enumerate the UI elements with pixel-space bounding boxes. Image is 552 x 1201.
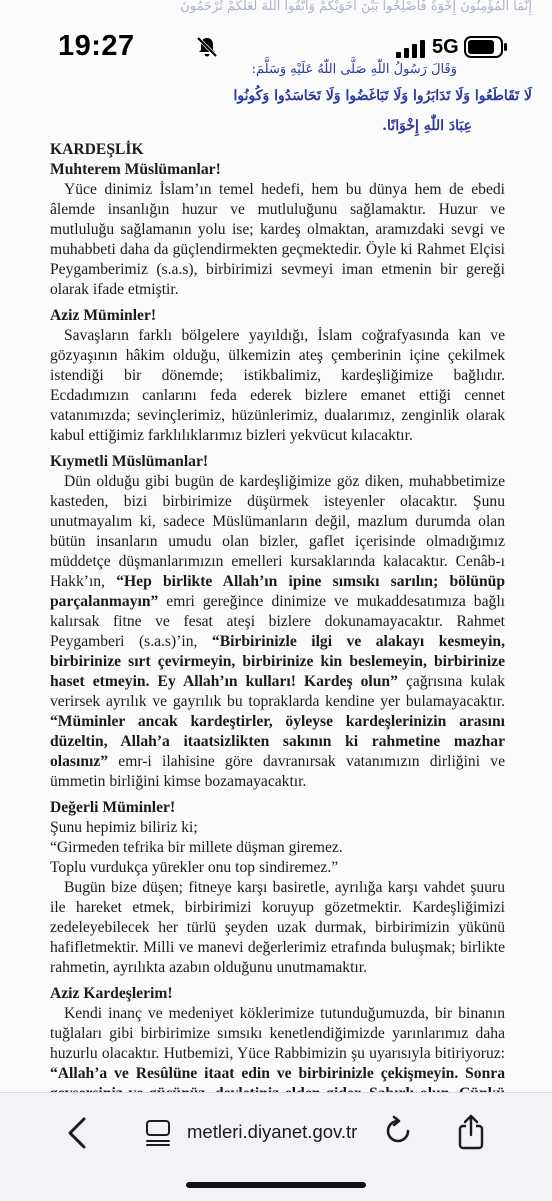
section-heading: Muhterem Müslümanlar! bbox=[50, 161, 221, 178]
arabic-hadith-line: لَا تَقَاطَعُوا وَلَا تَدَابَرُوا وَلَا تَبَاغَضُوا وَلَا تَحَاسَدُوا وَكُونُوا bbox=[233, 88, 532, 104]
paragraph: Bugün bize düşen; fitneye karşı basiretle, ayrılığa karşı vahdet şuuru ile hareket etmek, birbirimizi koruyup gözetmektir. Kardeşliğimizi zedeleyebilecek her türlü şeyden uzak durmak, birbirimizin yükünü hafifletmektir. Milli ve manevi değerlerimiz etrafında buluşmak; birlikte rahmetin, ayrılıkta azabın olduğunu unutmamaktır. bbox=[50, 879, 505, 976]
paragraph-text: emri gereğince dinimize ve mukaddesatımıza bağlı kalırsak fitne ve fesat ateşi bizlere dokunamayacaktır. Rahmet Peygamberi (s.a.s)’in, bbox=[50, 593, 505, 650]
quote-bold: “Birbirinizle ilgi ve alakayı kesmeyin, birbirinize sırt çevirmeyin, birbirinize kin beslemeyin, birbirinize haset etmeyin. Ey Allah’ın kulları! Kardeş olun” bbox=[50, 633, 506, 690]
paragraph bbox=[50, 472, 505, 792]
poem-line: Şunu hepimiz biliriz ki; bbox=[50, 819, 198, 836]
back-arrow-icon[interactable] bbox=[62, 1115, 92, 1151]
quote-bold: “Hep birlikte Allah’ın ipine sımsıkı sarılın; bölünüp parçalanmayın” bbox=[50, 573, 505, 610]
paragraph-text: çağrısına kulak verirsek ayrılık ve gayrılık bu topraklarda kendine yer bulamayacaktır. bbox=[50, 673, 505, 710]
paragraph: Savaşların farklı bölgelere yayıldığı, İslam coğrafyasında kan ve gözyaşının hâkim olduğu, ülkemizin ateş çemberinin içine çekilmek istendiği bir dönemde; istikbalimiz, kardeşliğimize bağlıdır. Ecdadımızın canlarını feda ederek bizlere emanet ettiği cennet vatanımızda; sevinçlerimiz, hüzünlerimiz, dualarımız, zenginlik olarak kabul ettiğimiz farklılıklarımız bizleri yekvücut kılacaktır. bbox=[50, 327, 505, 444]
reload-icon[interactable] bbox=[384, 1115, 412, 1147]
arabic-hadith-intro: وَقَالَ رَسُولُ اللّٰهِ صَلَّى اللّٰهُ عَلَيْهِ وَسَلَّمَ: bbox=[251, 62, 457, 77]
section-heading: Değerli Müminler! bbox=[50, 799, 176, 816]
quote-bold: “Müminler ancak kardeştirler, öyleyse kardeşlerinizin arasını düzeltin, Allah’a itaatsizlikten sakının ki rahmetine mazhar olasınız” bbox=[50, 713, 505, 770]
address-url[interactable]: metleri.diyanet.gov.tr bbox=[187, 1121, 358, 1142]
section-heading: Aziz Müminler! bbox=[50, 307, 157, 324]
status-bar bbox=[0, 0, 552, 90]
network-type: 5G bbox=[432, 36, 459, 58]
section-heading: Aziz Kardeşlerim! bbox=[50, 985, 173, 1002]
arabic-hadith-end: عِبَادَ اللّٰهِ إِخْوَانًا. bbox=[382, 118, 472, 134]
poem-line: Toplu vurdukça yürekler onu top sindiremez.” bbox=[50, 859, 339, 876]
page-settings-icon[interactable] bbox=[145, 1119, 171, 1147]
section-heading: Kıymetli Müslümanlar! bbox=[50, 453, 209, 470]
paragraph-text: Dün olduğu gibi bugün de kardeşliğimize göz diken, muhabbetimize kasteden, bizi birbirimize düşürmek isteyenler olacaktır. Şunu unutmayalım ki, sadece Müslümanların değil, mazlum durumda olan bütün insanların umudu olan bizler, gaflet içerisinde olmadığımız müddetçe düşmanlarımızın emelleri kursaklarında kalacaktır. Cenâb-ı Hakk’ın, bbox=[50, 473, 505, 590]
bell-muted-icon bbox=[196, 36, 218, 58]
paragraph-text: Kendi inanç ve medeniyet köklerimize tutunduğumuzda, bir binanın tuğlaları gibi birbirimize sımsıkı kenetlendiğimizde yarınlarımız daha huzurlu olacaktır. Hutbemizi, Yüce Rabbimizin şu uyarısıyla bitiriyoruz: bbox=[50, 1005, 505, 1062]
battery-icon bbox=[464, 36, 508, 58]
clock: 19:27 bbox=[58, 30, 135, 62]
sermon-content bbox=[50, 140, 505, 1124]
sermon-title: KARDEŞLİK bbox=[50, 141, 144, 158]
share-icon[interactable] bbox=[456, 1113, 486, 1151]
paragraph-text: emr-i ilahisine göre davranırsak vatanımızın dirliğini ve ümmetin birliğini kimse bozamayacaktır. bbox=[50, 753, 505, 790]
cellular-signal-icon bbox=[396, 40, 426, 58]
quote-bold: “Allah’a ve Resûlüne itaat edin ve birbirinizle çekişmeyin. Sonra bbox=[50, 1065, 505, 1082]
home-indicator[interactable] bbox=[186, 1182, 366, 1188]
paragraph: Yüce dinimiz İslam’ın temel hedefi, hem bu dünya hem de ebedi âlemde insanlığın huzur ve mutluluğunu sağlamaktır. Huzur ve mutluluğu sağlamanın yolu ise; kardeş olmaktan, aramızdaki sevgi ve muhabbeti daha da güçlendirmekten geçmektedir. Öyle ki Rahmet Elçisi Peygamberimiz (s.a.s), birbirimizi sevmeyi iman etmenin bir gereği olarak ifade etmiştir. bbox=[50, 181, 505, 298]
arabic-verse-faded: إِنَّمَا الْمُؤْمِنُونَ إِخْوَةٌ فَأَصْلِحُوا بَيْنَ أَخَوَيْكُمْ وَاتَّقُوا اللّٰهَ لَعَلَّكُمْ تُرْحَمُونَ bbox=[180, 0, 532, 14]
poem-line: “Girmeden tefrika bir millete düşman giremez. bbox=[50, 839, 343, 856]
